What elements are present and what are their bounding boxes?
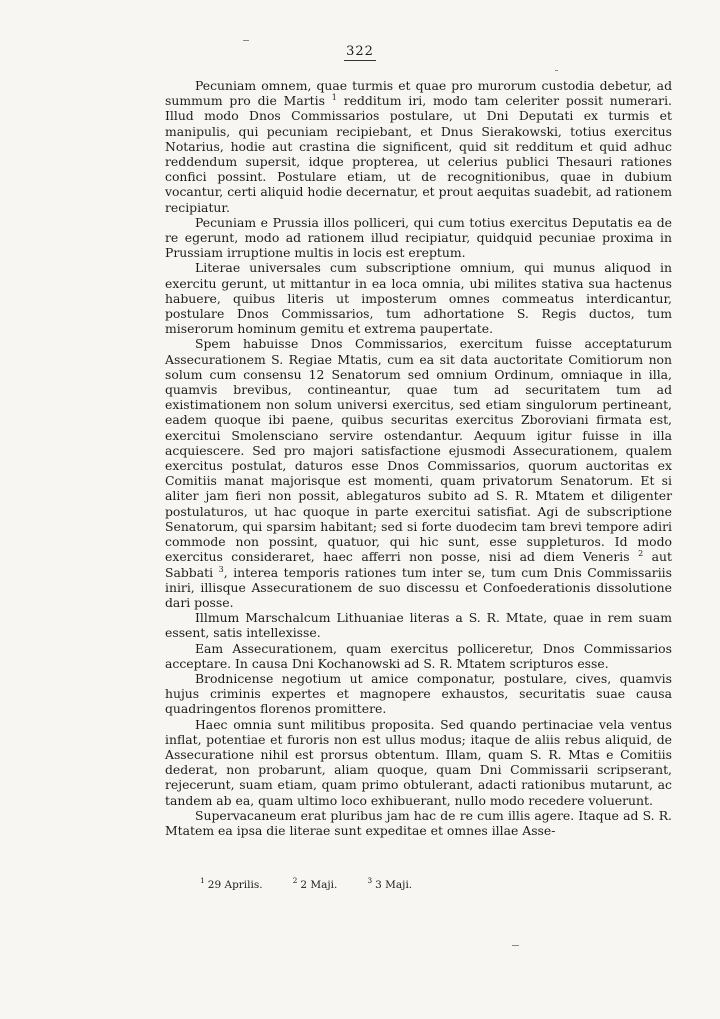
- paragraph: [165, 808, 672, 838]
- paragraph-text: aut Sabbati: [165, 549, 672, 580]
- page-number-text: 322: [346, 44, 374, 59]
- scan-speck: [512, 945, 519, 946]
- footnote-ref: 1: [331, 93, 337, 103]
- paragraph-text: Pecuniam omnem, quae turmis et quae pro murorum custodia debetur, ad summum pro die Martis: [165, 78, 672, 109]
- paragraph-text: , interea temporis rationes tum inter se, tum cum Dnis Commissariis iniri, illisque Assecurationem de suo discessu et Confoederationis dissolutione dari posse.: [165, 564, 672, 610]
- paragraph: [165, 671, 672, 717]
- footnote-text: 3 Maji.: [375, 878, 413, 891]
- footnote-ref: 2: [638, 549, 644, 559]
- paragraph-text: Spem habuisse Dnos Commissarios, exercitum fuisse acceptaturum Assecurationem S. Regiae Mtatis, cum ea sit data auctoritate Comitiorum non solum cum consensu 12 Senatorum sed omnium Ordinum, omniaque in illa, quamvis brevibus, contineantur, quae tum ad securitatem tum ad existimationem non solum universi exercitus, sed etiam singulorum pertineant, eadem quoque ibi paene, quibus securitas exercitus Zboroviani firmata est, exercitui Smolensciano servire ostendantur. Aequum igitur fuisse in illa acquiescere. Sed pro majori satisfactione ejusmodi Assecurationem, qualem exercitus postulat, daturos esse Dnos Commissarios, quorum auctoritas ex Comitiis manat majorisque est momenti, quam privatorum Senatorum. Et si aliter jam fieri non possit, ablegaturos subito ad S. R. Mtatem et diligenter postulaturos, ut hac quoque in parte exercitui satisfiat. Agi de subscriptione Senatorum, qui sparsim habitant; sed si forte duodecim tam brevi tempore adiri commode non possint, quatuor, qui hic sunt, esse suppleturos. Id modo exercitus consideraret, haec afferri non posse, nisi ad diem Veneris: [165, 336, 672, 565]
- footnote: [292, 876, 338, 891]
- paragraph-text: Eam Assecurationem, quam exercitus polliceretur, Dnos Commissarios acceptare. In causa Dni Kochanowski ad S. R. Mtatem scripturos esse.: [165, 640, 672, 671]
- paragraph-text: Illmum Marschalcum Lithuaniae literas a S. R. Mtate, quae in rem suam essent, satis intellexisse.: [165, 610, 672, 641]
- paragraph-text: Literae universales cum subscriptione omnium, qui munus aliquod in exercitu gerunt, ut mittantur in ea loca omnia, ubi milites stativa sua hactenus habuere, quibus literis ut imposterum omnes commeatus interdicantur, postulare Dnos Commissarios, tum adhortatione S. Regis ductos, tum miserorum hominum gemitu et extrema paupertate.: [165, 260, 672, 337]
- body-text: [165, 78, 672, 838]
- page-number: [0, 44, 720, 61]
- scan-speck: [243, 40, 249, 41]
- footnote-number: 2: [292, 876, 298, 885]
- paragraph: [165, 717, 672, 808]
- paragraph: [165, 336, 672, 610]
- scan-speck: [555, 70, 558, 71]
- footnotes: [200, 876, 442, 891]
- footnote-text: 29 Aprilis.: [207, 878, 263, 891]
- footnote-number: 3: [367, 876, 373, 885]
- footnote: [367, 876, 413, 891]
- footnote: [200, 876, 263, 891]
- footnote-text: 2 Maji.: [300, 878, 338, 891]
- paragraph-text: Haec omnia sunt militibus proposita. Sed quando pertinaciae vela ventus inflat, potentiae et furoris non est ullus modus; itaque de aliis rebus aliquid, de Assecuratione nihil est prorsus obtentum. Illam, quam S. R. Mtas e Comitiis dederat, non probarunt, aliam quoque, quam Dni Commissarii scripserant, rejecerunt, suam etiam, quam primo obtulerant, adacti rationibus mutarunt, ac tandem ab ea, quam ultimo loco exhibuerant, nullo modo recedere voluerunt.: [165, 716, 672, 808]
- footnote-number: 1: [200, 876, 205, 885]
- paragraph: [165, 260, 672, 336]
- paragraph-text: redditum iri, modo tam celeriter possit numerari. Illud modo Dnos Commissarios postulare, ut Dni Deputati ex turmis et manipulis, qui pecuniam recipiebant, et Dnus Sierakowski, totius exercitus Notarius, hodie aut crastina die significent, quid sit redditum et quid adhuc reddendum supersit, idque propterea, ut celerius publici Thesauri rationes confici possint. Postulare etiam, ut de recognitionibus, quae in dubium vocantur, certi aliquid hodie decernatur, et prout aequitas suadebit, ad rationem recipiatur.: [165, 93, 672, 215]
- paragraph-text: Brodnicense negotium ut amice componatur, postulare, cives, quamvis hujus criminis expertes et magnopere exhaustos, securitatis suae causa quadringentos florenos promittere.: [165, 670, 672, 717]
- paragraph: [165, 78, 672, 215]
- paragraph: [165, 215, 672, 261]
- paragraph: [165, 610, 672, 640]
- footnote-ref: 3: [218, 564, 224, 574]
- paragraph-text: Supervacaneum erat pluribus jam hac de re cum illis agere. Itaque ad S. R. Mtatem ea ipsa die literae sunt expeditae et omnes illae Asse-: [165, 807, 672, 838]
- paragraph: [165, 641, 672, 671]
- paragraph-text: Pecuniam e Prussia illos polliceri, qui cum totius exercitus Deputatis ea de re egerunt, modo ad rationem illud recipiatur, quidquid pecuniae proxima in Prussiam irruptione multis in locis est ereptum.: [165, 214, 672, 261]
